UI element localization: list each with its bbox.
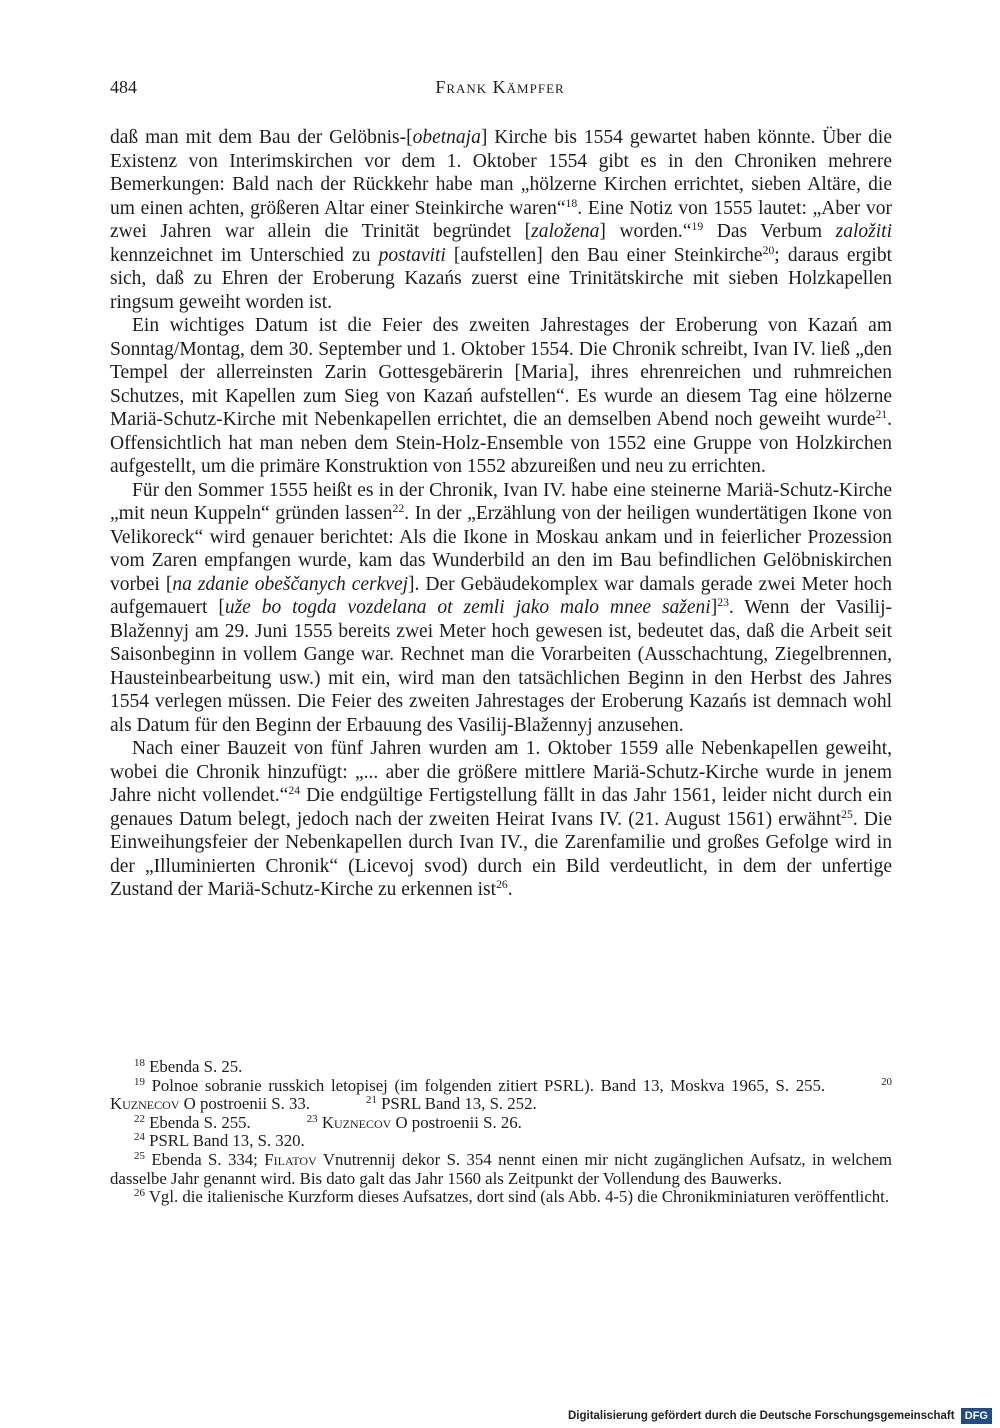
footnote [110, 1132, 892, 1151]
footnote-text: O postroenii S. 33. [183, 1094, 310, 1114]
text-run: . Offensichtlich hat man neben dem Stein-Holz-Ensemble von 1552 eine Gruppe von Holzkirchen aufgestellt, um die primäre Konstruktion von 1552 abzureißen und neu zu errichten. [110, 409, 892, 477]
footnote-number: 18 [134, 1057, 145, 1069]
footnote-number: 26 [134, 1187, 145, 1200]
footnote-text: PSRL Band 13, S. 320. [149, 1131, 305, 1151]
footnote-text: Polnoe sobranie russkich letopisej (im folgenden zitiert PSRL). Band 13, Moskva 1965, S. 255. [151, 1075, 826, 1095]
footnote-number: 20 [881, 1075, 892, 1088]
footnote-reference: 22 [392, 501, 405, 515]
footnote-reference: 26 [496, 877, 508, 891]
footnote-reference: 18 [565, 196, 578, 210]
footnote-number: 22 [134, 1112, 145, 1125]
paragraph [110, 126, 892, 314]
digitization-credit [568, 1406, 992, 1426]
footnote-text: PSRL Band 13, S. 252. [381, 1094, 537, 1114]
italic-term: uže bo togda vozdelana ot zemli jako malo mnee saženi [224, 597, 711, 618]
text-run: Nach einer Bauzeit von fünf Jahren wurden am 1. Oktober 1559 alle Nebenkapellen geweiht, wobei die Chronik hinzufügt: „... aber die größere mittlere Mariä-Schutz-Kirche wurde in jenem Jahre nicht vollendet.“ [110, 738, 892, 806]
text-run: ] Kirche bis 1554 gewartet haben könnte. Über die Existenz von Interimskirchen vor dem 1. Oktober 1554 gibt es in den Chroniken mehrere Bemerkungen: Bald nach der Rückkehr habe man „hölzerne Kirchen errichtet, sieben Altäre, die um einen achten, größeren Altar einer Steinkirche waren“ [110, 127, 892, 219]
text-run: Für den Sommer 1555 heißt es in der Chronik, Ivan IV. habe eine steinerne Mariä-Schutz-Kirche „mit neun Kuppeln“ gründen lassen [110, 479, 892, 524]
dfg-logo: DFG [961, 1408, 992, 1424]
footnote-reference: 23 [717, 595, 729, 609]
italic-term: založena [531, 221, 600, 242]
paragraph [110, 314, 892, 479]
running-head-author: Frank Kämpfer [435, 77, 565, 97]
text-run: . In der „Erzählung von der heiligen wundertätigen Ikone von Velikoreck“ wird genauer berichtet: Als die Ikone in Moskau ankam und in feierlicher Prozession vom Zaren empfangen wurde, kam das Wunderbild an den im Bau befindlichen Gelöbniskirchen vorbei [ [110, 503, 892, 595]
footnote-reference: 21 [875, 407, 888, 421]
text-run: . Wenn der Vasilij-Blažennyj am 29. Juni 1555 bereits zwei Meter hoch gewesen ist, bedeutet das, daß die Arbeit seit Saisonbeginn in vollem Gange war. Rechnet man die Vorarbeiten (Ausschachtung, Ziegelbrennen, Hausteinbearbeitung usw.) mit ein, wird man den tatsächlichen Beginn in den Herbst des Jahres 1554 verlegen müssen. Die Feier des zweiten Jahrestages der Eroberung Kazańs ist demnach wohl als Datum für den Beginn der Erbauung des Vasilij-Blažennyj anzusehen. [110, 597, 893, 736]
footnote-reference: 20 [762, 243, 775, 257]
text-run: kennzeichnet im Unterschied zu [110, 244, 379, 266]
footnote-reference: 24 [288, 783, 301, 797]
text-run: . [507, 879, 513, 900]
footnote-text: Ebenda S. 25. [149, 1057, 243, 1076]
footnote [110, 1188, 892, 1207]
italic-term: založiti [835, 221, 892, 242]
footnote-number: 19 [134, 1075, 145, 1088]
footnote-reference: 19 [691, 219, 704, 233]
italic-term: na zdanie obeščanych cerkvej [172, 573, 409, 595]
footnote-number: 23 [306, 1112, 318, 1125]
footnote-number: 24 [134, 1131, 145, 1144]
footnote-text: Ebenda S. 255. [149, 1112, 251, 1132]
text-run: Ein wichtiges Datum ist die Feier des zweiten Jahrestages der Eroberung von Kazań am Sonntag/Montag, dem 30. September und 1. Oktober 1554. Die Chronik schreibt, Ivan IV. ließ „den Tempel der allerreinsten Zarin Gottesgebärerin [Maria], ihres ehrenreichen und ruhmreichen Schutzes, mit Kapellen zum Sieg von Kazań aufstellen“. Es wurde an diesem Tag eine hölzerne Mariä-Schutz-Kirche mit Nebenkapellen errichtet, die an demselben Abend noch geweiht wurde [110, 315, 892, 430]
footnote [110, 1151, 892, 1188]
footnote-text: Vnutrennij dekor S. 354 nennt einen mir nicht zugänglichen Aufsatz, in welchem dasselbe Jahr genannt wird. Bis dato galt das Jahr 1560 als Zeitpunkt der Vollendung des Bauwerks. [110, 1149, 892, 1188]
footnote-author: Kuznecov [110, 1094, 180, 1114]
footnote-author: Kuznecov [321, 1112, 392, 1132]
italic-term: obetnaja [412, 127, 481, 148]
text-run: ]. Der Gebäudekomplex war damals gerade zwei Meter hoch aufgemauert [ [110, 573, 892, 618]
text-run: ; daraus ergibt sich, daß zu Ehren der Eroberung Kazańs zuerst eine Trinitätskirche mit sieben Holzkapellen ringsum geweiht worden ist. [110, 244, 892, 313]
footnote-text: Ebenda S. 334; [151, 1149, 258, 1169]
text-run: . Die Einweihungsfeier der Nebenkapellen durch Ivan IV., die Zarenfamilie und großes Gefolge wird in der „Illuminierten Chronik“ (Licevoj svod) durch ein Bild verdeutlicht, in dem der unfertige Zustand der Mariä-Schutz-Kirche zu erkennen ist [110, 808, 893, 900]
footnote-text: O postroenii S. 26. [395, 1112, 522, 1132]
text-run: ] worden.“ [599, 221, 692, 242]
footnote-author: Filatov [264, 1149, 317, 1169]
body-text [110, 126, 892, 902]
text-run: [aufstellen] den Bau einer Steinkirche [445, 244, 763, 266]
paragraph [110, 479, 892, 738]
text-run: daß man mit dem Bau der Gelöbnis-[ [110, 127, 413, 148]
credit-text: Digitalisierung gefördert durch die Deutsche Forschungsgemeinschaft [567, 1410, 955, 1422]
footnote-reference: 25 [841, 807, 853, 821]
footnotes [110, 1058, 892, 1207]
footnote-text: Vgl. die italienische Kurzform dieses Aufsatzes, dort sind (als Abb. 4-5) die Chronikminiaturen veröffentlicht. [148, 1187, 890, 1207]
footnote [110, 1077, 892, 1114]
italic-term: postaviti [378, 244, 446, 266]
footnote-number: 21 [365, 1094, 377, 1107]
footnote [110, 1114, 892, 1133]
running-header [110, 74, 890, 100]
text-run: Das Verbum [703, 221, 836, 242]
text-run: ] [710, 597, 718, 618]
footnote-number: 25 [134, 1149, 145, 1162]
text-run: . Eine Notiz von 1555 lautet: „Aber vor zwei Jahren war allein die Trinität begründet [ [110, 197, 892, 242]
page-number: 484 [110, 77, 137, 97]
footnote [110, 1058, 892, 1077]
text-run: Die endgültige Fertigstellung fällt in das Jahr 1561, leider nicht durch ein genaues Datum belegt, jedoch nach der zweiten Heirat Ivans IV. (21. August 1561) erwähnt [110, 785, 892, 830]
paragraph [110, 737, 892, 902]
